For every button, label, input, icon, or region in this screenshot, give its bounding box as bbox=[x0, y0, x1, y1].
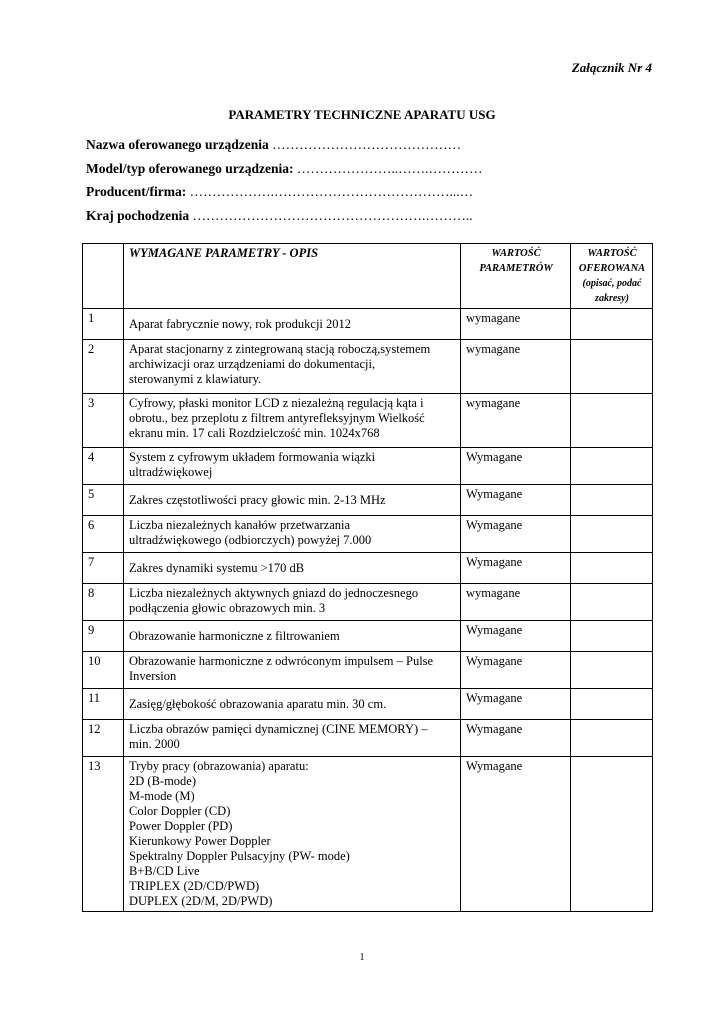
field-producer bbox=[86, 184, 482, 208]
description-line: Zasięg/głębokość obrazowania aparatu min. 30 cm. bbox=[129, 696, 387, 711]
description-line: TRIPLEX (2D/CD/PWD) bbox=[129, 879, 260, 893]
table-row bbox=[83, 652, 653, 689]
header-required-line: PARAMETRÓW bbox=[479, 263, 553, 274]
description-line: DUPLEX (2D/M, 2D/PWD) bbox=[129, 894, 273, 908]
description-line: Aparat fabrycznie nowy, rok produkcji 2012 bbox=[129, 316, 352, 331]
row-description bbox=[124, 757, 461, 912]
row-required-value: Wymagane bbox=[461, 757, 571, 912]
row-number: 2 bbox=[83, 340, 124, 394]
description-line: min. 2000 bbox=[129, 737, 180, 751]
row-number: 6 bbox=[83, 516, 124, 553]
table-row bbox=[83, 309, 653, 340]
header-no-cell bbox=[83, 244, 124, 309]
field-label: Kraj pochodzenia bbox=[86, 207, 190, 223]
header-offered-note: (opisać, podać zakresy) bbox=[582, 278, 642, 304]
row-required-value: Wymagane bbox=[461, 689, 571, 720]
row-description bbox=[124, 652, 461, 689]
field-dots: …………………………………… bbox=[268, 137, 462, 152]
parameters-table bbox=[82, 243, 653, 912]
row-offered-value-input[interactable] bbox=[571, 689, 653, 720]
document-title: PARAMETRY TECHNICZNE APARATU USG bbox=[228, 107, 496, 122]
page-number: 1 bbox=[359, 952, 365, 963]
description-line: archiwizacji oraz urządzeniami do dokumentacji, bbox=[129, 357, 376, 371]
description-line: podłączenia głowic obrazowych min. 3 bbox=[129, 601, 326, 615]
row-required-value: Wymagane bbox=[461, 448, 571, 485]
table-row bbox=[83, 689, 653, 720]
row-offered-value-input[interactable] bbox=[571, 516, 653, 553]
table-row bbox=[83, 621, 653, 652]
table-header-row bbox=[83, 244, 653, 309]
description-line: Spektralny Doppler Pulsacyjny (PW- mode) bbox=[129, 849, 350, 863]
row-offered-value-input[interactable] bbox=[571, 340, 653, 394]
description-line: M-mode (M) bbox=[129, 789, 195, 803]
row-number: 3 bbox=[83, 394, 124, 448]
header-offered-line: WARTOŚĆ bbox=[587, 248, 637, 259]
row-description bbox=[124, 720, 461, 757]
row-offered-value-input[interactable] bbox=[571, 757, 653, 912]
row-required-value: Wymagane bbox=[461, 485, 571, 516]
table-row bbox=[83, 516, 653, 553]
device-fields bbox=[86, 137, 482, 231]
description-line: ekranu min. 17 cali Rozdzielczość min. 1024x768 bbox=[129, 426, 380, 440]
row-required-value: wymagane bbox=[461, 340, 571, 394]
field-dots: …………………………………………….……….. bbox=[189, 207, 473, 223]
row-number: 8 bbox=[83, 584, 124, 621]
header-desc: WYMAGANE PARAMETRY - OPIS bbox=[124, 244, 461, 309]
row-number: 10 bbox=[83, 652, 124, 689]
row-number: 13 bbox=[83, 757, 124, 912]
row-offered-value-input[interactable] bbox=[571, 394, 653, 448]
header-offered bbox=[571, 244, 653, 309]
table-row bbox=[83, 448, 653, 485]
description-line: B+B/CD Live bbox=[129, 864, 200, 878]
row-required-value: Wymagane bbox=[461, 720, 571, 757]
field-model bbox=[86, 161, 482, 185]
field-dots: …………………..…….………… bbox=[293, 160, 483, 176]
description-line: Aparat stacjonarny z zintegrowaną stacją roboczą,systemem bbox=[129, 342, 431, 356]
table-row bbox=[83, 394, 653, 448]
row-description bbox=[124, 394, 461, 448]
table-row bbox=[83, 340, 653, 394]
description-line: Color Doppler (CD) bbox=[129, 804, 231, 818]
row-offered-value-input[interactable] bbox=[571, 652, 653, 689]
table-row bbox=[83, 553, 653, 584]
row-required-value: wymagane bbox=[461, 394, 571, 448]
row-offered-value-input[interactable] bbox=[571, 309, 653, 340]
row-offered-value-input[interactable] bbox=[571, 621, 653, 652]
row-required-value: Wymagane bbox=[461, 652, 571, 689]
description-line: Kierunkowy Power Doppler bbox=[129, 834, 271, 848]
description-line: Zakres dynamiki systemu >170 dB bbox=[129, 560, 305, 575]
description-line: ultradźwiękowego (odbiorczych) powyżej 7.000 bbox=[129, 533, 372, 547]
description-line: Liczba niezależnych aktywnych gniazd do jednoczesnego bbox=[129, 586, 419, 600]
row-required-value: Wymagane bbox=[461, 621, 571, 652]
description-line: Obrazowanie harmoniczne z odwróconym impulsem – Pulse bbox=[129, 654, 434, 668]
header-required bbox=[461, 244, 571, 309]
description-line: Power Doppler (PD) bbox=[129, 819, 233, 833]
table-row bbox=[83, 485, 653, 516]
row-number: 5 bbox=[83, 485, 124, 516]
row-required-value: wymagane bbox=[461, 309, 571, 340]
row-description bbox=[124, 516, 461, 553]
description-line: Obrazowanie harmoniczne z filtrowaniem bbox=[129, 628, 340, 643]
row-description bbox=[124, 340, 461, 394]
row-required-value: Wymagane bbox=[461, 553, 571, 584]
row-number: 9 bbox=[83, 621, 124, 652]
row-number: 4 bbox=[83, 448, 124, 485]
row-offered-value-input[interactable] bbox=[571, 553, 653, 584]
description-line: Zakres częstotliwości pracy głowic min. 2-13 MHz bbox=[129, 492, 386, 507]
description-line: Cyfrowy, płaski monitor LCD z niezależną regulacją kąta i bbox=[129, 396, 424, 410]
row-offered-value-input[interactable] bbox=[571, 448, 653, 485]
table-row bbox=[83, 757, 653, 912]
row-description bbox=[124, 689, 461, 720]
field-label: Model/typ oferowanego urządzenia: bbox=[86, 160, 294, 176]
description-line: 2D (B-mode) bbox=[129, 774, 196, 788]
row-number: 11 bbox=[83, 689, 124, 720]
row-description bbox=[124, 485, 461, 516]
field-label: Nazwa oferowanego urządzenia bbox=[86, 137, 269, 152]
header-required-line: WARTOŚĆ bbox=[491, 248, 541, 259]
row-offered-value-input[interactable] bbox=[571, 584, 653, 621]
description-line: obrotu., bez przeplotu z filtrem antyrefleksyjnym Wielkość bbox=[129, 411, 425, 425]
row-number: 7 bbox=[83, 553, 124, 584]
row-description bbox=[124, 309, 461, 340]
row-description bbox=[124, 584, 461, 621]
row-required-value: Wymagane bbox=[461, 516, 571, 553]
row-offered-value-input[interactable] bbox=[571, 485, 653, 516]
field-label: Producent/firma: bbox=[86, 184, 187, 199]
row-number: 1 bbox=[83, 309, 124, 340]
row-required-value: wymagane bbox=[461, 584, 571, 621]
row-description bbox=[124, 553, 461, 584]
header-offered-line: OFEROWANA bbox=[578, 263, 646, 274]
table-row bbox=[83, 584, 653, 621]
description-line: Tryby pracy (obrazowania) aparatu: bbox=[129, 759, 309, 773]
row-number: 12 bbox=[83, 720, 124, 757]
row-offered-value-input[interactable] bbox=[571, 720, 653, 757]
description-line: Inversion bbox=[129, 669, 177, 683]
row-description bbox=[124, 621, 461, 652]
description-line: sterowanymi z klawiatury. bbox=[129, 372, 262, 386]
field-device-name bbox=[86, 137, 482, 161]
description-line: ultradźwiękowej bbox=[129, 465, 213, 479]
field-country bbox=[86, 208, 482, 232]
field-dots: ……………….…………………………………...… bbox=[186, 184, 474, 199]
annex-label: Załącznik Nr 4 bbox=[571, 60, 652, 75]
row-description bbox=[124, 448, 461, 485]
description-line: Liczba niezależnych kanałów przetwarzania bbox=[129, 518, 351, 532]
table-row bbox=[83, 720, 653, 757]
description-line: Liczba obrazów pamięci dynamicznej (CINE MEMORY) – bbox=[129, 722, 428, 736]
description-line: System z cyfrowym układem formowania wiązki bbox=[129, 450, 376, 464]
